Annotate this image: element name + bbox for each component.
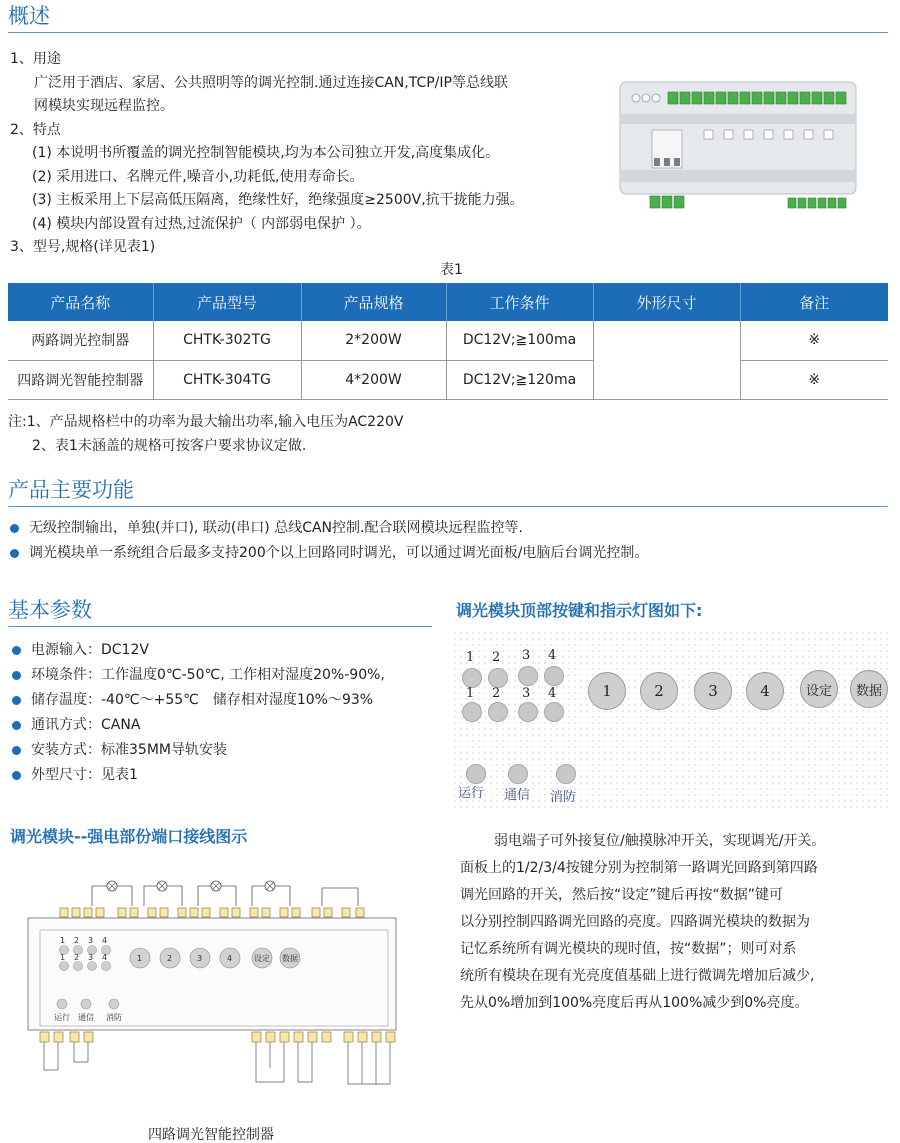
- list-item: [12, 763, 385, 788]
- run-led-label: 运行: [458, 786, 485, 801]
- channel-led: [488, 668, 508, 688]
- led-number: 4: [548, 686, 557, 701]
- table-cell: ※: [740, 321, 888, 360]
- wiring-button-label: 数据: [282, 954, 298, 963]
- channel-led: [462, 702, 482, 722]
- fire-led: [556, 764, 576, 784]
- table-cell: 4*200W: [301, 360, 446, 399]
- column-header: 产品型号: [153, 283, 301, 321]
- description-line: 弱电端子可外接复位/触摸脉冲开关，实现调光/开关。: [494, 833, 826, 849]
- table-cell: 两路调光控制器: [8, 321, 153, 360]
- column-header: 外形尺寸: [593, 283, 740, 321]
- data-button[interactable]: 数据: [850, 670, 888, 708]
- wiring-led-label: 通信: [78, 1013, 94, 1022]
- bullet-icon: [12, 771, 21, 780]
- column-header: 产品名称: [8, 283, 153, 321]
- channel-led: [518, 702, 538, 722]
- wiring-button-label: 设定: [254, 954, 270, 963]
- section-divider: [8, 506, 888, 507]
- dimmer-module-photo: [612, 74, 860, 224]
- section-divider: [8, 626, 432, 627]
- wiring-led-number: 3: [88, 953, 94, 962]
- wiring-led-number: 1: [60, 936, 66, 945]
- table-cell: CHTK-302TG: [153, 321, 301, 360]
- channel-led: [518, 666, 538, 686]
- led-number: 4: [548, 648, 557, 663]
- function-text: 调光模块单一系统组合后最多支持200个以上回路同时调光，可以通过调光面板/电脑后台调光控制。: [29, 545, 649, 561]
- description-line: 统所有模块在现有光亮度值基础上进行微调先增加后减少,: [460, 968, 815, 984]
- feature-item: (2) 采用进口、名牌元件,噪音小,功耗低,使用寿命长。: [32, 168, 364, 185]
- description-line: 面板上的1/2/3/4按键分别为控制第一路调光回路到第四路: [460, 860, 818, 876]
- wiring-button-label: 1: [137, 954, 143, 963]
- table-header-row: [8, 283, 888, 321]
- channel-led: [488, 702, 508, 722]
- led-number: 3: [522, 686, 531, 701]
- list-item: [10, 516, 648, 541]
- wiring-button-label: 4: [227, 954, 233, 963]
- wiring-button-label: 3: [197, 954, 203, 963]
- param-text: 安装方式：标准35MM导轨安装: [31, 742, 227, 758]
- table-cell: [593, 360, 740, 399]
- led-number: 2: [492, 686, 501, 701]
- table-cell: ※: [740, 360, 888, 399]
- list-item: [12, 688, 385, 713]
- wiring-led-number: 2: [74, 953, 80, 962]
- led-number: 2: [492, 650, 501, 665]
- channel-2-button[interactable]: 2: [640, 672, 678, 710]
- table-caption: 表1: [440, 262, 463, 278]
- wiring-led-number: 3: [88, 936, 94, 945]
- column-header: 产品规格: [301, 283, 446, 321]
- panel-title: 调光模块顶部按键和指示灯图如下:: [456, 601, 703, 620]
- param-text: 通讯方式：CANA: [31, 717, 141, 733]
- bullet-icon: [10, 524, 19, 533]
- table-note: 2、表1未涵盖的规格可按客户要求协议定做.: [32, 437, 307, 454]
- table-cell: [593, 321, 740, 360]
- feature-item: (1) 本说明书所覆盖的调光控制智能模块,均为本公司独立开发,高度集成化。: [32, 145, 500, 161]
- table-cell: CHTK-304TG: [153, 360, 301, 399]
- description: [460, 828, 825, 1017]
- panel-diagram: [452, 630, 890, 808]
- param-text: 电源输入：DC12V: [31, 642, 149, 658]
- wiring-diagram: [22, 858, 412, 1098]
- wiring-led-number: 1: [60, 953, 66, 962]
- set-button[interactable]: 设定: [800, 670, 838, 708]
- section-divider: [8, 32, 888, 33]
- param-text: 环境条件：工作温度0℃-50℃, 工作相对湿度20%-90%,: [31, 667, 385, 683]
- params-list: [12, 638, 385, 788]
- description-line: 记忆系统所有调光模块的现时值，按“数据”；则可对系: [460, 941, 797, 957]
- column-header: 工作条件: [446, 283, 593, 321]
- usage-heading: 1、用途: [10, 51, 61, 67]
- wiring-led-number: 4: [102, 936, 108, 945]
- led-number: 1: [466, 686, 475, 701]
- channel-1-button[interactable]: 1: [588, 672, 626, 710]
- comm-led-label: 通信: [504, 788, 531, 803]
- wiring-led-number: 2: [74, 936, 80, 945]
- description-line: 先从0%增加到100%亮度后再从100%减少到0%亮度。: [460, 995, 809, 1011]
- channel-4-button[interactable]: 4: [746, 672, 784, 710]
- led-number: 3: [522, 648, 531, 663]
- list-item: [10, 541, 648, 566]
- bullet-icon: [12, 646, 21, 655]
- bullet-icon: [12, 746, 21, 755]
- table-row: [8, 321, 888, 360]
- usage-line: 广泛用于酒店、家居、公共照明等的调光控制.通过连接CAN,TCP/IP等总线联: [34, 74, 508, 91]
- param-text: 储存温度：-40℃～+55℃ 储存相对湿度10%～93%: [31, 692, 374, 708]
- table-cell: 2*200W: [301, 321, 446, 360]
- table-cell: DC12V;≧120ma: [446, 360, 593, 399]
- wiring-led-number: 4: [102, 953, 108, 962]
- channel-led: [544, 702, 564, 722]
- description-line: 以分别控制四路调光回路的亮度。四路调光模块的数据为: [460, 914, 810, 930]
- description-line: 调光回路的开关，然后按“设定”键后再按“数据”键可: [460, 887, 784, 903]
- model-heading: 3、型号,规格(详见表1): [10, 239, 156, 255]
- wiring-led-label: 运行: [54, 1013, 70, 1022]
- fire-led-label: 消防: [550, 790, 577, 805]
- bullet-icon: [12, 671, 21, 680]
- feature-item: (4) 模块内部设置有过热,过流保护（ 内部弱电保护 ）。: [32, 215, 371, 232]
- wiring-button-label: 2: [167, 954, 173, 963]
- functions-list: [10, 516, 648, 566]
- list-item: [12, 663, 385, 688]
- table-note: 注:1、产品规格栏中的功率为最大输出功率,输入电压为AC220V: [8, 414, 404, 430]
- section-title-functions: 产品主要功能: [8, 478, 134, 502]
- table-notes: [8, 411, 403, 458]
- table-row: [8, 360, 888, 399]
- channel-led: [462, 668, 482, 688]
- bullet-icon: [12, 721, 21, 730]
- comm-led: [508, 764, 528, 784]
- list-item: [12, 713, 385, 738]
- spec-table: [8, 283, 888, 400]
- param-text: 外型尺寸：见表1: [31, 767, 138, 783]
- led-number: 1: [466, 650, 475, 665]
- channel-led: [544, 666, 564, 686]
- run-led: [466, 764, 486, 784]
- section-title-overview: 概述: [8, 4, 50, 28]
- wiring-led-label: 消防: [106, 1013, 122, 1022]
- usage-line: 网模块实现远程监控。: [34, 98, 174, 114]
- bullet-icon: [12, 696, 21, 705]
- table-cell: 四路调光智能控制器: [8, 360, 153, 399]
- function-text: 无级控制输出，单独(并口), 联动(串口) 总线CAN控制.配合联网模块远程监控等.: [29, 520, 523, 536]
- overview-body: [10, 48, 524, 260]
- bullet-icon: [10, 549, 19, 558]
- wiring-caption: 四路调光智能控制器: [148, 1127, 274, 1143]
- list-item: [12, 738, 385, 763]
- column-header: 备注: [740, 283, 888, 321]
- wiring-title: 调光模块--强电部份端口接线图示: [10, 827, 248, 846]
- features-heading: 2、特点: [10, 121, 61, 138]
- table-cell: DC12V;≧100ma: [446, 321, 593, 360]
- section-title-params: 基本参数: [8, 598, 92, 622]
- channel-3-button[interactable]: 3: [694, 672, 732, 710]
- list-item: [12, 638, 385, 663]
- feature-item: (3) 主板采用上下层高低压隔离，绝缘性好，绝缘强度≥2500V,抗干拢能力强。: [32, 192, 524, 208]
